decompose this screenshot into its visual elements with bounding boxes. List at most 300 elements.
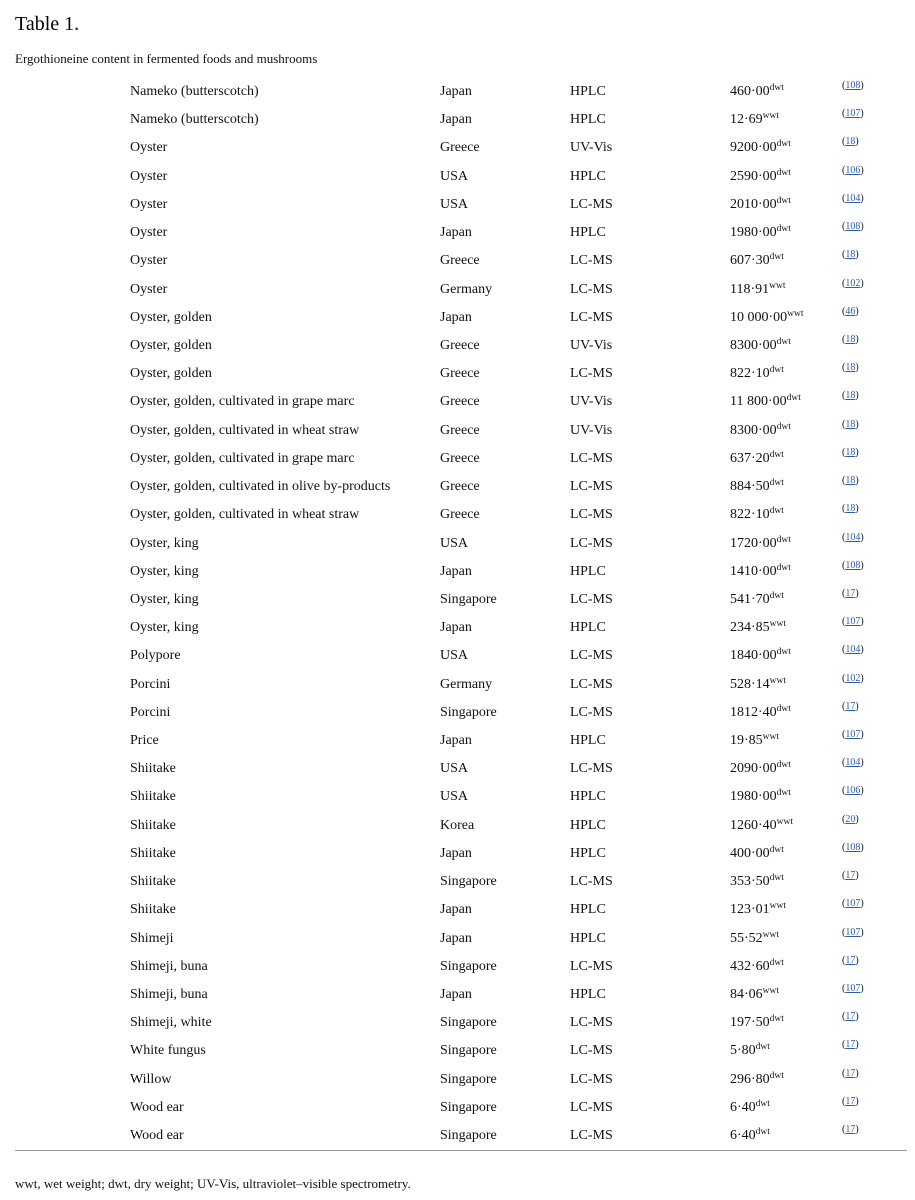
country-cell: Greece: [440, 337, 480, 353]
table-footnote: wwt, wet weight; dwt, dry weight; UV-Vis, ultraviolet–visible spectrometry.: [15, 1176, 411, 1191]
country-cell: Greece: [440, 394, 480, 410]
value-cell: [730, 1037, 770, 1065]
reference-link[interactable]: 108: [845, 80, 861, 91]
value-number: 118·91: [730, 281, 770, 297]
value-cell: [730, 953, 784, 981]
table-row: [0, 106, 915, 134]
unit-superscript: dwt: [776, 703, 791, 714]
table-row: [0, 445, 915, 473]
country-cell: Korea: [440, 817, 475, 833]
table-row: [0, 953, 915, 981]
unit-superscript: wwt: [762, 111, 780, 122]
reference-link[interactable]: 18: [845, 362, 856, 374]
method-cell: LC-MS: [570, 704, 613, 720]
reference-link[interactable]: 18: [845, 475, 856, 487]
country-cell: USA: [440, 648, 469, 664]
reference-cell: (107): [842, 729, 864, 741]
method-cell: LC-MS: [570, 450, 613, 466]
method-cell: UV-Vis: [570, 422, 613, 438]
unit-superscript: wwt: [762, 986, 780, 996]
value-number: 607·30: [730, 253, 770, 269]
value-number: 1720·00: [730, 535, 777, 551]
reference-cell: (17): [842, 1124, 859, 1136]
country-cell: Singapore: [440, 1128, 497, 1144]
table-row: [0, 671, 915, 699]
value-cell: [730, 868, 784, 896]
reference-link[interactable]: 18: [845, 249, 856, 261]
country-cell: Japan: [440, 84, 472, 99]
value-number: 2090·00: [730, 761, 777, 777]
method-cell: UV-Vis: [570, 337, 613, 353]
reference-link[interactable]: 20: [845, 813, 856, 825]
method-cell: HPLC: [570, 902, 606, 918]
unit-superscript: dwt: [776, 562, 791, 573]
value-number: 296·80: [730, 1071, 770, 1087]
value-cell: [730, 642, 791, 670]
unit-superscript: dwt: [786, 393, 801, 404]
reference-cell: (17): [842, 1067, 859, 1079]
reference-link[interactable]: 17: [845, 954, 856, 966]
country-cell: Singapore: [440, 704, 497, 720]
food-cell: Oyster, golden, cultivated in wheat straw: [130, 507, 360, 523]
table-row: [0, 642, 915, 670]
method-cell: HPLC: [570, 112, 606, 128]
reference-link[interactable]: 17: [845, 1011, 856, 1023]
food-cell: Oyster: [130, 140, 168, 156]
country-cell: Greece: [440, 253, 480, 269]
unit-superscript: wwt: [769, 619, 787, 630]
table-row: [0, 78, 915, 106]
country-cell: Greece: [440, 422, 480, 438]
unit-superscript: dwt: [776, 139, 791, 150]
country-cell: Greece: [440, 479, 480, 495]
country-cell: Japan: [440, 309, 472, 325]
value-number: 55·52: [730, 930, 763, 946]
value-cell: [730, 896, 786, 924]
reference-cell: (108): [842, 221, 864, 233]
unit-superscript: wwt: [762, 732, 780, 743]
reference-cell: (18): [842, 446, 859, 458]
method-cell: LC-MS: [570, 1071, 613, 1087]
food-cell: Oyster, king: [130, 591, 199, 607]
value-number: 19·85: [730, 733, 763, 749]
method-cell: HPLC: [570, 930, 606, 946]
food-cell: Oyster, golden, cultivated in olive by-products: [130, 479, 391, 495]
table-row: [0, 332, 915, 360]
unit-superscript: wwt: [769, 280, 786, 291]
value-cell: [730, 417, 791, 445]
method-cell: HPLC: [570, 817, 606, 833]
reference-link[interactable]: 104: [845, 644, 861, 656]
value-cell: [730, 1094, 770, 1122]
value-cell: [730, 1009, 784, 1037]
method-cell: LC-MS: [570, 591, 613, 607]
reference-link[interactable]: 17: [845, 700, 856, 712]
table-row: [0, 276, 915, 304]
unit-superscript: dwt: [769, 844, 784, 855]
reference-link[interactable]: 17: [845, 1124, 856, 1136]
method-cell: HPLC: [570, 789, 606, 805]
value-cell: [730, 501, 784, 529]
method-cell: LC-MS: [570, 535, 613, 551]
value-cell: [730, 106, 779, 134]
unit-superscript: dwt: [769, 1070, 784, 1081]
method-cell: LC-MS: [570, 253, 613, 269]
table-title: Table 1.: [15, 13, 80, 35]
value-number: 8300·00: [730, 337, 777, 353]
value-cell: [730, 191, 791, 219]
food-cell: Oyster, golden, cultivated in wheat straw: [130, 422, 360, 438]
value-number: 84·06: [730, 987, 763, 1002]
food-cell: Oyster, golden: [130, 309, 212, 325]
value-number: 1812·40: [730, 704, 777, 720]
value-number: 11 800·00: [730, 394, 787, 410]
reference-cell: (104): [842, 757, 864, 769]
reference-link[interactable]: 104: [845, 757, 861, 769]
method-cell: HPLC: [570, 845, 606, 861]
food-cell: Price: [130, 733, 159, 749]
value-cell: [730, 445, 784, 473]
reference-cell: (18): [842, 503, 859, 515]
country-cell: Singapore: [440, 1015, 497, 1031]
value-cell: [730, 840, 784, 868]
reference-link[interactable]: 107: [845, 898, 861, 910]
food-cell: Oyster, golden, cultivated in grape marc: [130, 394, 355, 410]
value-cell: [730, 332, 791, 360]
reference-cell: (18): [842, 475, 859, 487]
country-cell: Japan: [440, 225, 472, 241]
unit-superscript: dwt: [776, 167, 791, 178]
table-body: [0, 78, 915, 1150]
food-cell: White fungus: [130, 1043, 206, 1059]
reference-cell: (107): [842, 616, 864, 628]
value-number: 528·14: [730, 676, 770, 692]
reference-link[interactable]: 17: [845, 587, 856, 599]
table-row: [0, 812, 915, 840]
reference-link[interactable]: 102: [845, 672, 861, 684]
value-cell: [730, 473, 784, 501]
unit-superscript: dwt: [776, 647, 791, 658]
table-row: [0, 558, 915, 586]
method-cell: LC-MS: [570, 196, 613, 212]
value-cell: [730, 586, 784, 614]
reference-link[interactable]: 108: [845, 841, 861, 853]
method-cell: LC-MS: [570, 1015, 613, 1031]
value-number: 637·20: [730, 450, 770, 466]
reference-cell: (107): [842, 108, 864, 120]
food-cell: Shiitake: [130, 789, 176, 805]
food-cell: Porcini: [130, 704, 171, 720]
country-cell: Japan: [440, 930, 472, 946]
value-cell: [730, 163, 791, 191]
reference-link[interactable]: 17: [845, 1095, 856, 1107]
food-cell: Shiitake: [130, 902, 176, 918]
value-number: 884·50: [730, 479, 770, 495]
table-row: [0, 783, 915, 811]
reference-cell: (18): [842, 390, 859, 402]
method-cell: LC-MS: [570, 676, 613, 692]
method-cell: LC-MS: [570, 1043, 613, 1059]
reference-cell: (104): [842, 192, 864, 204]
reference-link[interactable]: 107: [845, 983, 861, 994]
reference-cell: (106): [842, 164, 864, 176]
food-cell: Oyster: [130, 196, 168, 212]
value-cell: [730, 614, 786, 642]
reference-cell: (20): [842, 813, 859, 825]
value-cell: [730, 304, 804, 332]
table-row: [0, 530, 915, 558]
reference-cell: (104): [842, 531, 864, 543]
method-cell: LC-MS: [570, 874, 613, 890]
reference-cell: (18): [842, 362, 859, 374]
value-number: 2010·00: [730, 196, 777, 212]
unit-superscript: dwt: [776, 760, 791, 771]
unit-superscript: dwt: [776, 224, 791, 235]
reference-cell: (17): [842, 700, 859, 712]
value-number: 432·60: [730, 958, 770, 974]
value-number: 6·40: [730, 1099, 756, 1115]
method-cell: LC-MS: [570, 507, 613, 523]
food-cell: Shiitake: [130, 817, 176, 833]
table-row: [0, 247, 915, 275]
table-row: [0, 388, 915, 416]
country-cell: Japan: [440, 902, 472, 918]
country-cell: USA: [440, 789, 469, 805]
reference-link[interactable]: 108: [845, 559, 861, 571]
food-cell: Nameko (butterscotch): [130, 84, 259, 99]
reference-link[interactable]: 18: [845, 333, 856, 345]
value-cell: [730, 276, 786, 304]
food-cell: Shimeji: [130, 930, 174, 946]
food-cell: Shiitake: [130, 845, 176, 861]
reference-link[interactable]: 18: [845, 418, 856, 430]
value-cell: [730, 671, 786, 699]
unit-superscript: wwt: [776, 816, 794, 827]
country-cell: Singapore: [440, 1099, 497, 1115]
value-number: 400·00: [730, 845, 770, 861]
reference-link[interactable]: 107: [845, 926, 861, 938]
method-cell: LC-MS: [570, 281, 613, 297]
value-number: 10 000·00: [730, 309, 788, 325]
food-cell: Oyster: [130, 281, 168, 297]
country-cell: Germany: [440, 676, 493, 692]
reference-cell: (17): [842, 954, 859, 966]
table-row: [0, 1066, 915, 1094]
value-number: 1840·00: [730, 648, 777, 664]
unit-superscript: dwt: [769, 957, 784, 968]
table-row: [0, 163, 915, 191]
method-cell: HPLC: [570, 168, 606, 184]
reference-link[interactable]: 108: [845, 221, 861, 233]
method-cell: HPLC: [570, 733, 606, 749]
method-cell: LC-MS: [570, 366, 613, 382]
reference-link[interactable]: 104: [845, 531, 861, 543]
country-cell: Japan: [440, 987, 472, 1002]
value-cell: [730, 981, 779, 1009]
value-number: 541·70: [730, 591, 770, 607]
table-row: [0, 219, 915, 247]
unit-superscript: dwt: [776, 788, 791, 799]
food-cell: Shiitake: [130, 874, 176, 890]
unit-superscript: dwt: [769, 590, 784, 601]
value-cell: [730, 558, 791, 586]
table-row: [0, 699, 915, 727]
table-row: [0, 134, 915, 162]
value-number: 1980·00: [730, 225, 777, 241]
reference-cell: (107): [842, 983, 864, 994]
method-cell: HPLC: [570, 225, 606, 241]
value-number: 123·01: [730, 902, 770, 918]
table-row: [0, 981, 915, 1009]
reference-cell: (17): [842, 587, 859, 599]
value-cell: [730, 247, 784, 275]
food-cell: Porcini: [130, 676, 171, 692]
food-cell: Oyster: [130, 225, 168, 241]
table-row: [0, 925, 915, 953]
value-number: 1980·00: [730, 789, 777, 805]
value-cell: [730, 812, 793, 840]
unit-superscript: wwt: [762, 929, 780, 940]
reference-cell: (108): [842, 559, 864, 571]
reference-link[interactable]: 106: [845, 164, 861, 176]
value-cell: [730, 755, 791, 783]
country-cell: Japan: [440, 845, 472, 861]
method-cell: HPLC: [570, 84, 606, 99]
method-cell: LC-MS: [570, 761, 613, 777]
value-cell: [730, 134, 791, 162]
reference-cell: (108): [842, 841, 864, 853]
unit-superscript: wwt: [769, 901, 787, 912]
value-cell: [730, 78, 784, 106]
reference-cell: (17): [842, 1011, 859, 1023]
value-cell: [730, 388, 801, 416]
value-cell: [730, 699, 791, 727]
unit-superscript: wwt: [769, 675, 787, 686]
reference-cell: (18): [842, 136, 859, 148]
food-cell: Shimeji, buna: [130, 958, 208, 974]
reference-cell: (108): [842, 80, 864, 91]
reference-link[interactable]: 17: [845, 870, 856, 882]
reference-cell: (18): [842, 249, 859, 261]
country-cell: Japan: [440, 620, 472, 636]
country-cell: Greece: [440, 450, 480, 466]
value-number: 5·80: [730, 1043, 756, 1059]
country-cell: Singapore: [440, 591, 497, 607]
reference-link[interactable]: 107: [845, 616, 861, 628]
table-row: [0, 417, 915, 445]
reference-cell: (102): [842, 672, 864, 684]
food-cell: Oyster, king: [130, 563, 199, 579]
reference-link[interactable]: 18: [845, 136, 856, 148]
reference-cell: (102): [842, 277, 864, 289]
reference-cell: (17): [842, 1039, 859, 1051]
food-cell: Oyster, king: [130, 620, 199, 636]
country-cell: Greece: [440, 140, 480, 156]
value-cell: [730, 1066, 784, 1094]
food-cell: Polypore: [130, 648, 181, 664]
reference-link[interactable]: 104: [845, 192, 861, 204]
country-cell: Greece: [440, 507, 480, 523]
reference-link[interactable]: 17: [845, 1067, 856, 1079]
country-cell: USA: [440, 196, 469, 212]
reference-link[interactable]: 17: [845, 1039, 856, 1051]
country-cell: Singapore: [440, 874, 497, 890]
food-cell: Nameko (butterscotch): [130, 112, 259, 128]
food-cell: Oyster, golden: [130, 337, 212, 353]
value-number: 12·69: [730, 112, 763, 128]
table-row: [0, 1037, 915, 1065]
table-row: [0, 1094, 915, 1122]
value-number: 353·50: [730, 874, 770, 890]
reference-link[interactable]: 18: [845, 446, 856, 458]
food-cell: Oyster, golden, cultivated in grape marc: [130, 450, 355, 466]
reference-link[interactable]: 18: [845, 503, 856, 515]
value-number: 822·10: [730, 507, 770, 523]
table-row: [0, 360, 915, 388]
table-row: [0, 586, 915, 614]
reference-cell: (18): [842, 418, 859, 430]
reference-link[interactable]: 46: [845, 305, 856, 317]
value-cell: [730, 1122, 770, 1150]
unit-superscript: dwt: [776, 421, 791, 432]
reference-link[interactable]: 107: [845, 729, 861, 741]
value-number: 2590·00: [730, 168, 777, 184]
food-cell: Oyster: [130, 253, 168, 269]
value-cell: [730, 783, 791, 811]
value-cell: [730, 727, 779, 755]
method-cell: UV-Vis: [570, 140, 613, 156]
table-row: [0, 1122, 915, 1150]
unit-superscript: dwt: [769, 1014, 784, 1025]
reference-cell: (107): [842, 926, 864, 938]
method-cell: UV-Vis: [570, 394, 613, 410]
value-number: 460·00: [730, 84, 770, 99]
reference-cell: (106): [842, 785, 864, 797]
value-number: 6·40: [730, 1128, 756, 1144]
table-bottom-rule: [15, 1150, 907, 1151]
country-cell: Singapore: [440, 1043, 497, 1059]
unit-superscript: dwt: [776, 195, 791, 206]
reference-link[interactable]: 102: [845, 277, 861, 289]
country-cell: Singapore: [440, 1071, 497, 1087]
reference-cell: (18): [842, 333, 859, 345]
table-row: [0, 501, 915, 529]
food-cell: Willow: [130, 1071, 172, 1087]
unit-superscript: dwt: [769, 83, 784, 93]
reference-link[interactable]: 107: [845, 108, 861, 120]
table-row: [0, 304, 915, 332]
food-cell: Oyster, king: [130, 535, 199, 551]
reference-link[interactable]: 18: [845, 390, 856, 402]
method-cell: LC-MS: [570, 958, 613, 974]
value-cell: [730, 219, 791, 247]
country-cell: Singapore: [440, 958, 497, 974]
food-cell: Shimeji, white: [130, 1015, 212, 1031]
unit-superscript: dwt: [755, 1098, 770, 1109]
food-cell: Shiitake: [130, 761, 176, 777]
value-number: 1410·00: [730, 563, 777, 579]
reference-cell: (17): [842, 1095, 859, 1107]
unit-superscript: dwt: [755, 1042, 770, 1053]
unit-superscript: dwt: [769, 449, 784, 460]
method-cell: LC-MS: [570, 1099, 613, 1115]
country-cell: USA: [440, 761, 469, 777]
food-cell: Wood ear: [130, 1128, 184, 1144]
method-cell: LC-MS: [570, 309, 613, 325]
value-number: 9200·00: [730, 140, 777, 156]
unit-superscript: dwt: [776, 336, 791, 347]
reference-link[interactable]: 106: [845, 785, 861, 797]
